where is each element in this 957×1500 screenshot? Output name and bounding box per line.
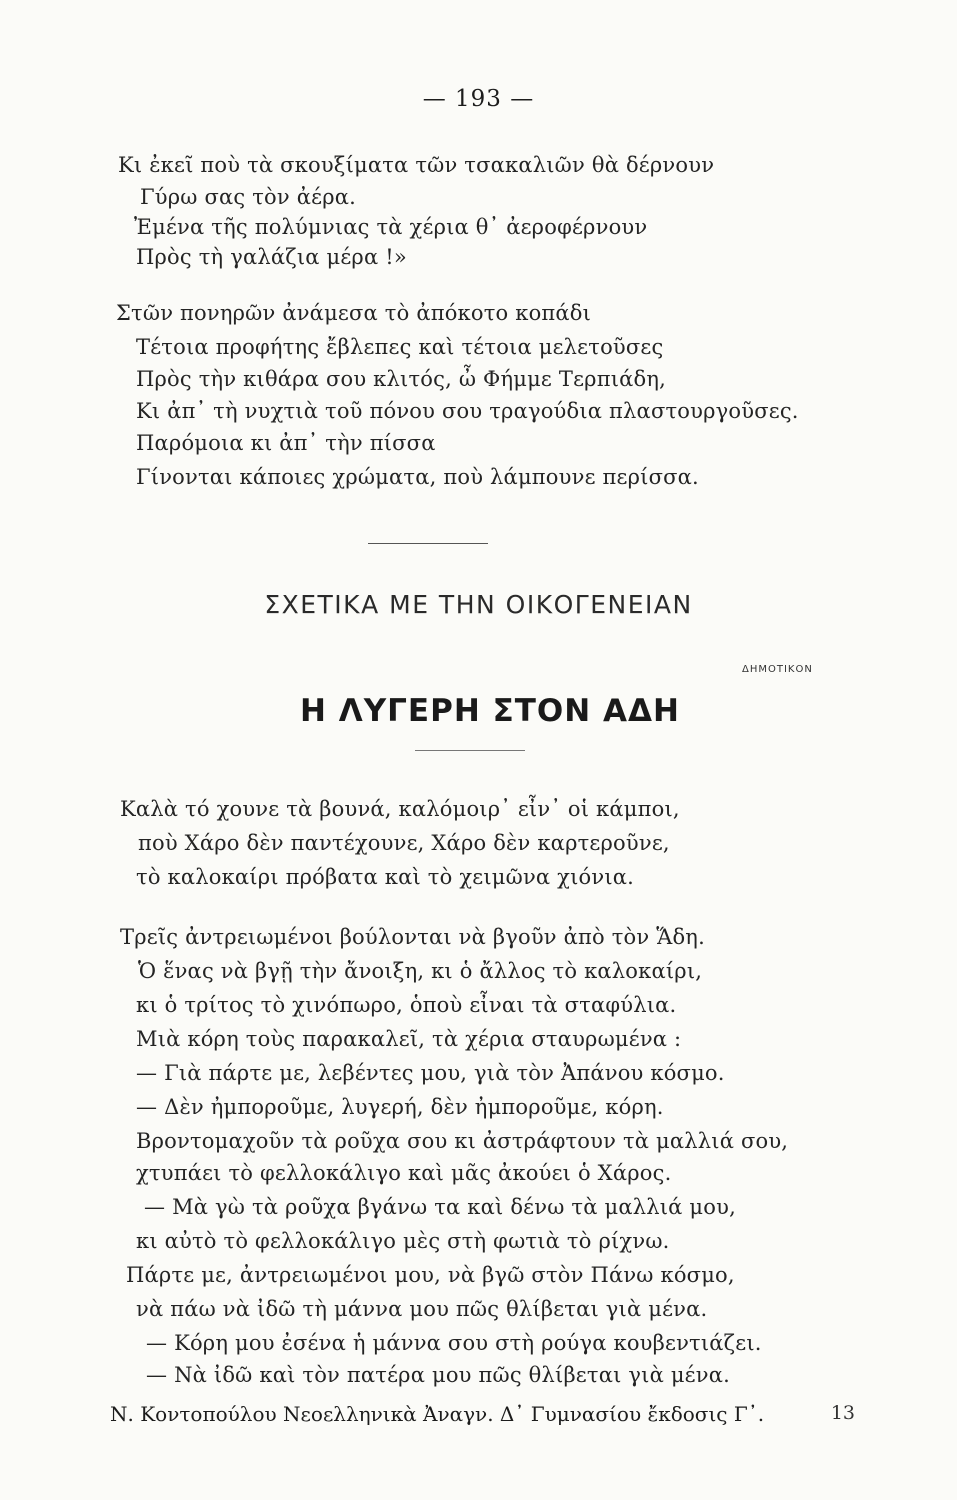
verse-line: Γύρω σας τὸν ἀέρα. — [140, 185, 356, 209]
poem-line: Ὁ ἕνας νὰ βγῇ τὴν ἄνοιξη, κι ὁ ἄλλος τὸ καλοκαίρι, — [138, 959, 703, 983]
poem-line: — Κόρη μου ἐσένα ἡ μάννα σου στὴ ρούγα κουβεντιάζει. — [146, 1331, 762, 1355]
poem-line: Βροντομαχοῦν τὰ ροῦχα σου κι ἀστράφτουν τὰ μαλλιά σου, — [136, 1129, 789, 1153]
genre-label: ΔΗΜΟΤΙΚΟΝ — [742, 664, 813, 675]
verse-line: Παρόμοια κι ἀπ᾽ τὴν πίσσα — [136, 431, 436, 455]
poem-line: — Μὰ γὼ τὰ ροῦχα βγάνω τα καὶ δένω τὰ μαλλιά μου, — [144, 1195, 736, 1219]
poem-title: Η ΛΥΓΕΡΗ ΣΤΟΝ ΑΔΗ — [300, 693, 680, 729]
poem-line: Πάρτε με, ἀντρειωμένοι μου, νὰ βγῶ στὸν Πάνω κόσμο, — [126, 1263, 735, 1287]
title-rule — [415, 750, 525, 751]
section-divider — [368, 543, 488, 544]
verse-line: Πρὸς τὴ γαλάζια μέρα !» — [136, 245, 407, 269]
footer-citation: Ν. Κοντοπούλου Νεοελληνικὰ Ἀναγν. Δ᾽ Γυμνασίου ἔκδοσις Γ᾽. — [110, 1402, 765, 1426]
verse-line: Κι ἀπ᾽ τὴ νυχτιὰ τοῦ πόνου σου τραγούδια πλαστουργοῦσες. — [136, 399, 799, 423]
page-number: — 193 — — [422, 86, 535, 112]
poem-line: Μιὰ κόρη τοὺς παρακαλεῖ, τὰ χέρια σταυρωμένα : — [136, 1027, 682, 1051]
page-footer — [110, 1402, 855, 1426]
section-heading: ΣΧΕΤΙΚΑ ΜΕ ΤΗΝ ΟΙΚΟΓΕΝΕΙΑΝ — [264, 590, 693, 619]
verse-line: Κι ἐκεῖ ποὺ τὰ σκουξίματα τῶν τσακαλιῶν θὰ δέρνουν — [118, 153, 715, 177]
poem-line: Καλὰ τό χουνε τὰ βουνά, καλόμοιρ᾽ εἶν᾽ οἱ κάμποι, — [120, 797, 680, 821]
poem-line: νὰ πάω νὰ ἰδῶ τὴ μάννα μου πῶς θλίβεται γιὰ μένα. — [136, 1297, 708, 1321]
poem-line: Τρεῖς ἀντρειωμένοι βούλονται νὰ βγοῦν ἀπὸ τὸν Ἅδη. — [120, 925, 705, 949]
poem-line: κι ὁ τρίτος τὸ χινόπωρο, ὁποὺ εἶναι τὰ σταφύλια. — [136, 993, 677, 1017]
printer-signature: 13 — [830, 1402, 855, 1424]
verse-line: Ἐμένα τῆς πολύμνιας τὰ χέρια θ᾽ ἀεροφέρνουν — [134, 215, 648, 239]
verse-line: Στῶν πονηρῶν ἀνάμεσα τὸ ἀπόκοτο κοπάδι — [116, 301, 592, 325]
poem-line: χτυπάει τὸ φελλοκάλιγο καὶ μᾶς ἀκούει ὁ Χάρος. — [136, 1161, 672, 1185]
poem-line: — Νὰ ἰδῶ καὶ τὸν πατέρα μου πῶς θλίβεται γιὰ μένα. — [146, 1363, 730, 1387]
verse-line: Τέτοια προφήτης ἔβλεπες καὶ τέτοια μελετοῦσες — [136, 335, 664, 359]
poem-line: ποὺ Χάρο δὲν παντέχουνε, Χάρο δὲν καρτεροῦνε, — [138, 831, 670, 855]
verse-line: Γίνονται κάποιες χρώματα, ποὺ λάμπουνε περίσσα. — [136, 465, 699, 489]
poem-line: κι αὐτὸ τὸ φελλοκάλιγο μὲς στὴ φωτιὰ τὸ ρίχνω. — [136, 1229, 670, 1253]
poem-line: — Γιὰ πάρτε με, λεβέντες μου, γιὰ τὸν Ἀπάνου κόσμο. — [136, 1061, 725, 1085]
poem-line: τὸ καλοκαίρι πρόβατα καὶ τὸ χειμῶνα χιόνια. — [136, 865, 635, 889]
verse-line: Πρὸς τὴν κιθάρα σου κλιτός, ὦ Φήμμε Τερπιάδη, — [136, 367, 667, 391]
poem-line: — Δὲν ἠμποροῦμε, λυγερή, δὲν ἠμποροῦμε, κόρη. — [136, 1095, 664, 1119]
